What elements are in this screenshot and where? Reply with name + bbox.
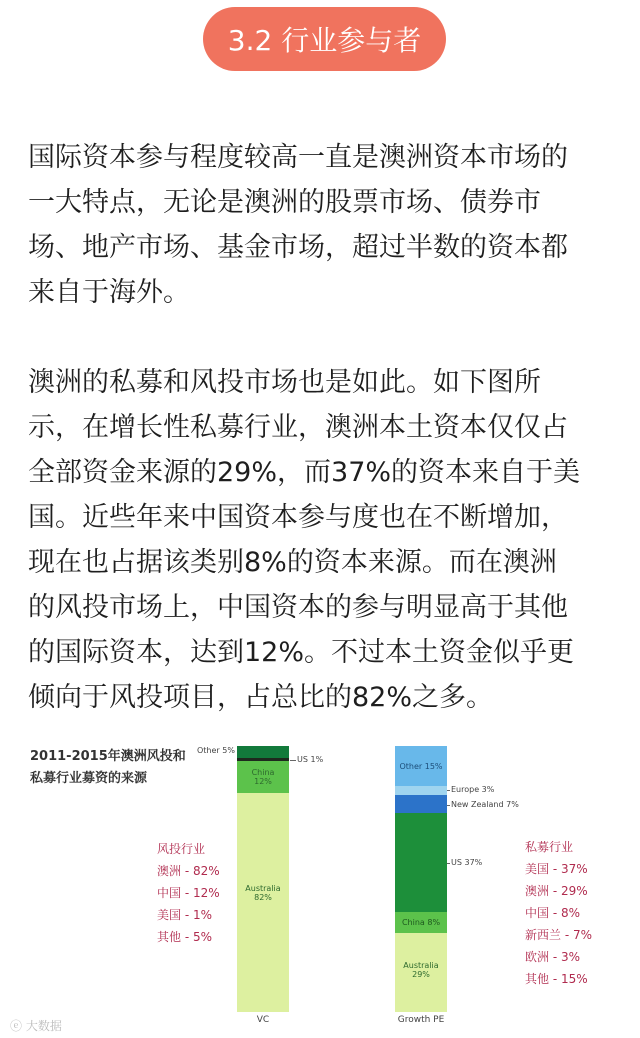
pe-legend-heading: 私募行业 bbox=[525, 840, 574, 854]
vc-legend-heading: 风投行业 bbox=[157, 842, 206, 856]
watermark-text: 大数据 bbox=[25, 1019, 62, 1033]
vc-axis-label: VC bbox=[256, 1015, 270, 1025]
paragraph-line: 来自于海外。 bbox=[28, 277, 190, 308]
paragraph-line: 现在也占据该类别8%的资本来源。而在澳洲 bbox=[28, 547, 557, 578]
paragraph-line: 场、地产市场、基金市场，超过半数的资本都 bbox=[28, 232, 568, 263]
vc-australia-segment bbox=[237, 793, 289, 1012]
paragraph-line: 国际资本参与程度较高一直是澳洲资本市场的 bbox=[28, 142, 568, 173]
pe-nz-segment bbox=[395, 795, 447, 813]
watermark bbox=[10, 1017, 62, 1034]
paragraph-line: 全部资金来源的29%，而37%的资本来自于美 bbox=[28, 457, 581, 488]
vc-other-segment bbox=[237, 746, 289, 758]
paragraph-line: 的风投市场上，中国资本的参与明显高于其他 bbox=[28, 592, 568, 623]
pe-bar bbox=[395, 746, 447, 1012]
paragraph-1 bbox=[28, 135, 618, 315]
pe-us-segment bbox=[395, 813, 447, 912]
vc-us-annotation: US 1% bbox=[297, 755, 324, 764]
pe-other-label: Other 15% bbox=[399, 762, 443, 771]
paragraph-line: 的国际资本，达到12%。不过本土资金似乎更 bbox=[28, 637, 575, 668]
pe-axis-label: Growth PE bbox=[397, 1015, 445, 1025]
vc-china-label: China 12% bbox=[251, 768, 275, 786]
section-title-badge bbox=[203, 7, 446, 71]
vc-legend-item: 澳洲 - 82% bbox=[157, 864, 220, 878]
pe-legend-item: 中国 - 8% bbox=[525, 906, 580, 920]
pe-legend-item: 欧洲 - 3% bbox=[525, 950, 580, 964]
vc-legend bbox=[157, 838, 220, 948]
pe-nz-leader-line bbox=[447, 805, 450, 806]
pe-us-annotation: US 37% bbox=[451, 858, 483, 867]
pe-legend-item: 新西兰 - 7% bbox=[525, 928, 592, 942]
paragraph-line: 澳洲的私募和风投市场也是如此。如下图所 bbox=[28, 367, 541, 398]
section-title: 3.2 行业参与者 bbox=[227, 24, 422, 57]
paragraph-line: 一大特点，无论是澳洲的股票市场、债券市 bbox=[28, 187, 541, 218]
pe-europe-segment bbox=[395, 786, 447, 795]
vc-australia-label: Australia 82% bbox=[245, 884, 281, 902]
paragraph-2 bbox=[28, 360, 618, 720]
figure-title-line: 私募行业募资的来源 bbox=[30, 771, 148, 786]
vc-bar bbox=[237, 746, 289, 1012]
figure-title bbox=[30, 746, 186, 790]
pe-legend bbox=[525, 836, 592, 990]
vc-legend-item: 中国 - 12% bbox=[157, 886, 220, 900]
pe-nz-annotation: New Zealand 7% bbox=[451, 800, 519, 809]
pe-australia-label: Australia 29% bbox=[403, 961, 439, 979]
pe-legend-item: 美国 - 37% bbox=[525, 862, 588, 876]
pe-china-label: China 8% bbox=[401, 918, 441, 927]
vc-legend-item: 其他 - 5% bbox=[157, 930, 212, 944]
figure-title-line: 2011-2015年澳洲风投和 bbox=[30, 749, 186, 764]
paragraph-line: 国。近些年来中国资本参与度也在不断增加， bbox=[28, 502, 568, 533]
vc-other-annotation: Other 5% bbox=[197, 746, 235, 755]
pe-europe-leader-line bbox=[447, 790, 450, 791]
pe-legend-item: 澳洲 - 29% bbox=[525, 884, 588, 898]
vc-legend-item: 美国 - 1% bbox=[157, 908, 212, 922]
paragraph-line: 倾向于风投项目，占总比的82%之多。 bbox=[28, 682, 494, 713]
pe-europe-annotation: Europe 3% bbox=[451, 785, 495, 794]
vc-us-leader-line bbox=[290, 760, 296, 761]
pe-us-leader-line bbox=[447, 863, 450, 864]
watermark-icon: ⓔ bbox=[10, 1019, 26, 1033]
pe-legend-item: 其他 - 15% bbox=[525, 972, 588, 986]
paragraph-line: 示，在增长性私募行业，澳洲本土资本仅仅占 bbox=[28, 412, 568, 443]
